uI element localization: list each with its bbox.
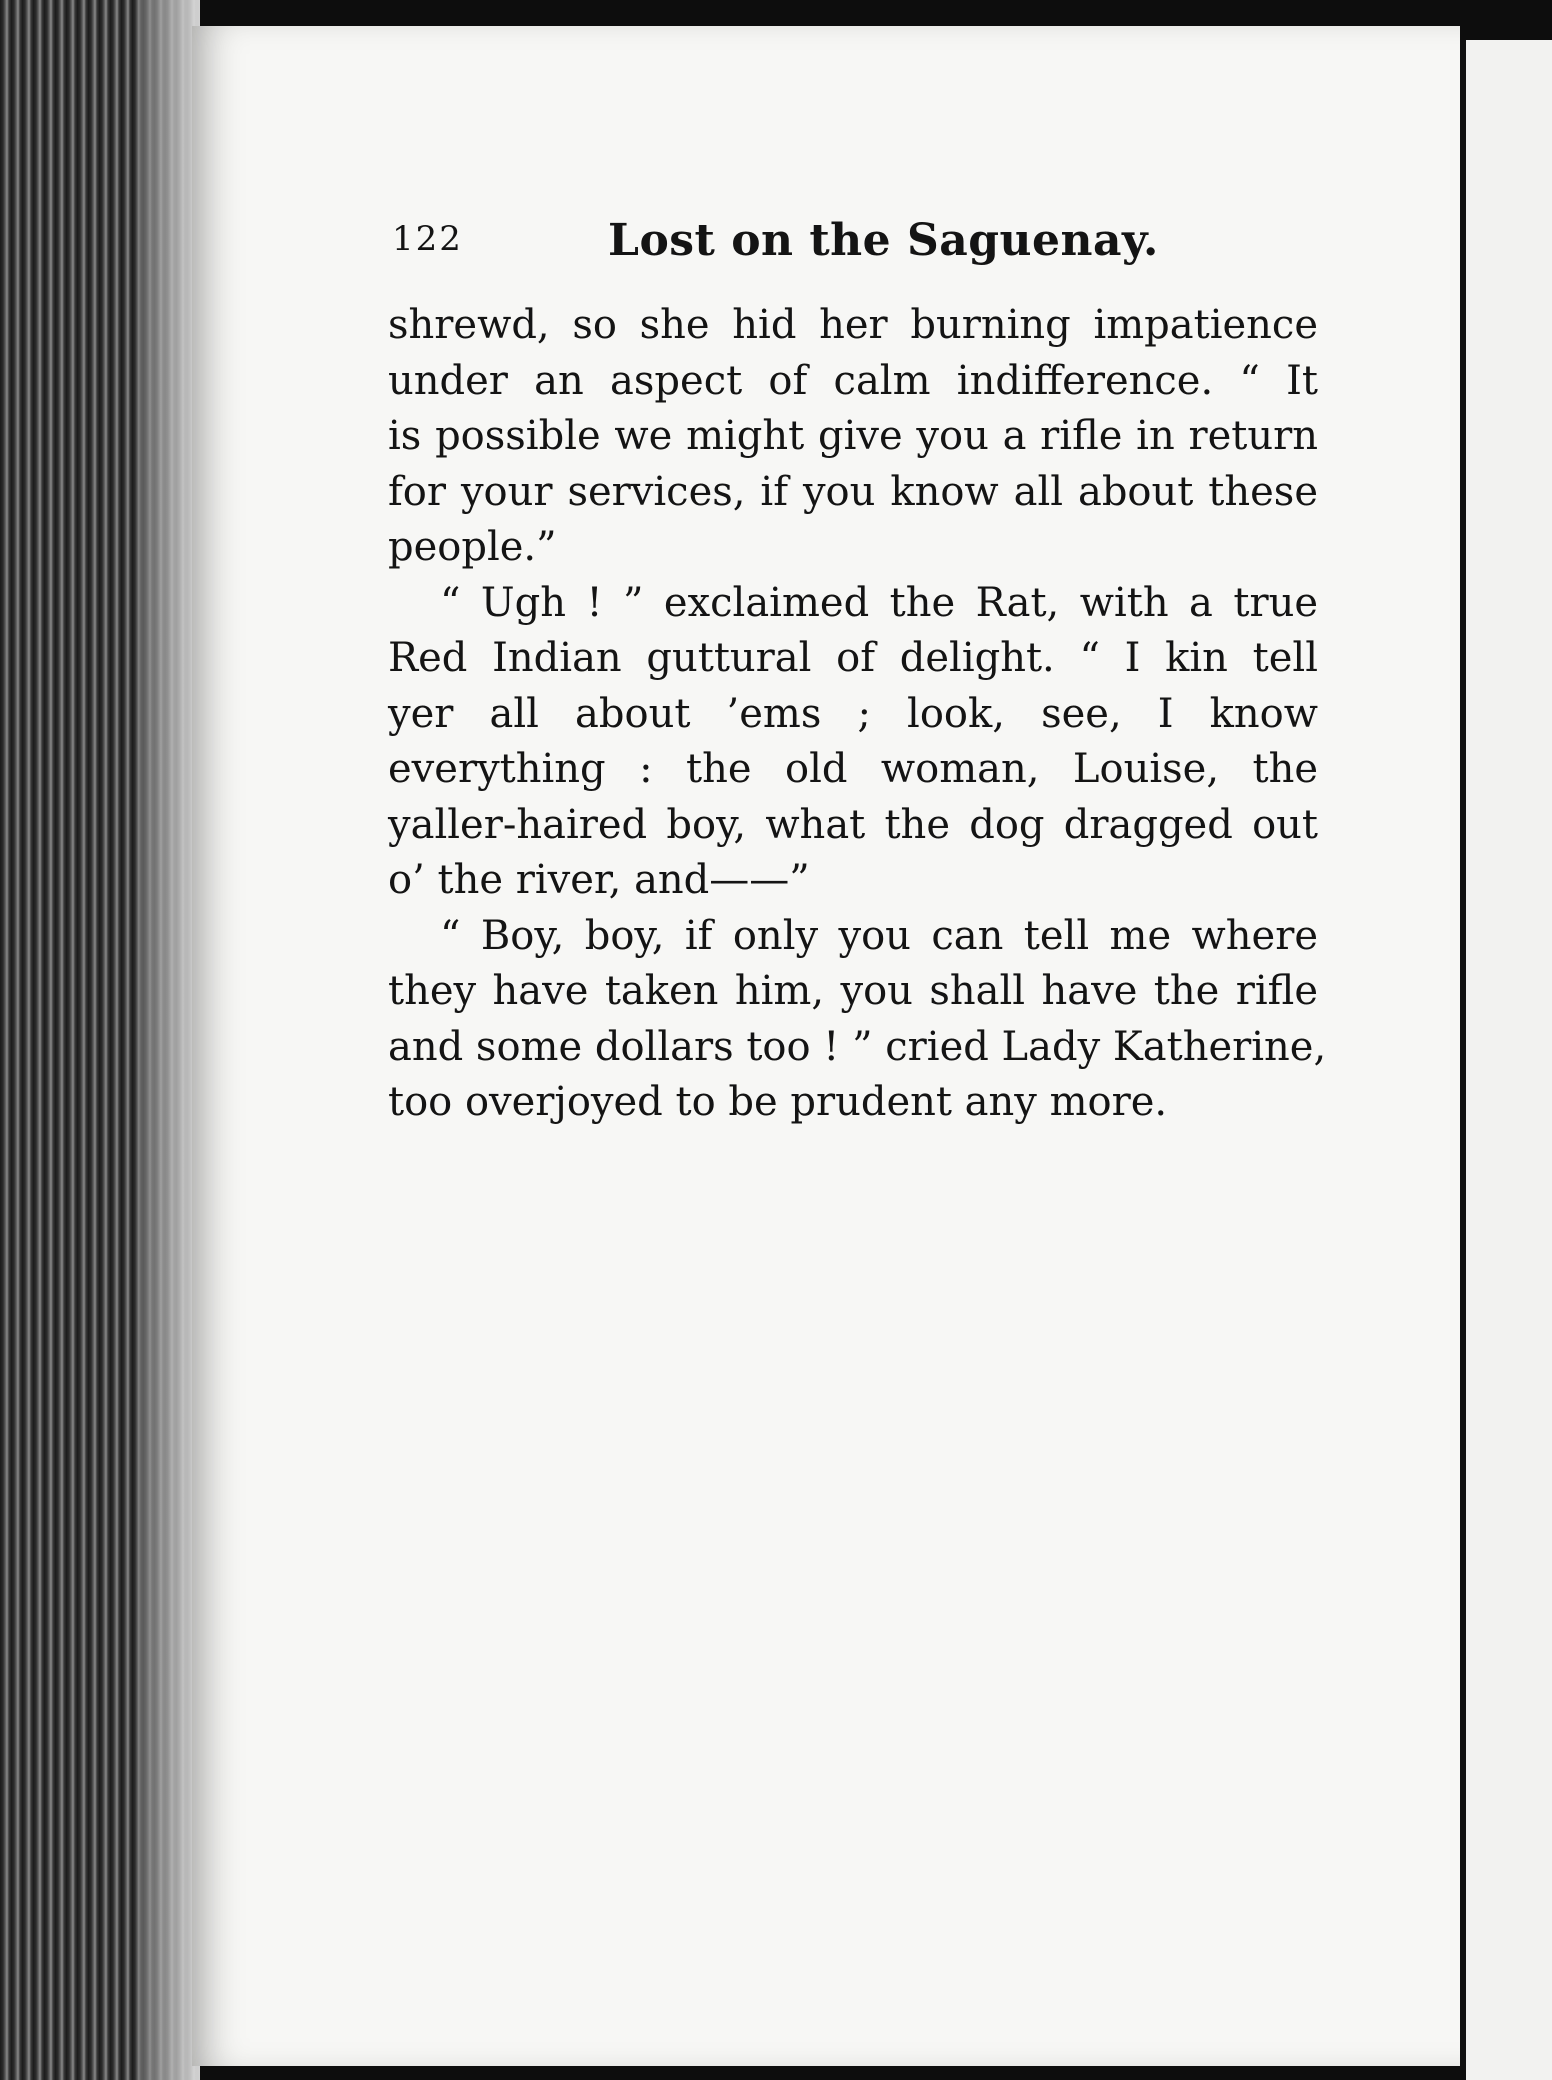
text-line: is possible we might give you a rifle in return bbox=[388, 413, 1318, 459]
text-line: people.” bbox=[388, 524, 557, 570]
running-title: Lost on the Saguenay. bbox=[608, 215, 1159, 266]
text-line: too overjoyed to be prudent any more. bbox=[388, 1079, 1168, 1125]
facing-page-edge bbox=[1466, 40, 1552, 2080]
text-line: yer all about ’ems ; look, see, I know bbox=[388, 690, 1318, 737]
text-line: shrewd, so she hid her burning impatience bbox=[388, 302, 1318, 348]
text-line: “ Boy, boy, if only you can tell me where bbox=[440, 912, 1318, 959]
page-number: 122 bbox=[392, 219, 463, 259]
page-edges bbox=[0, 0, 200, 2080]
page-header bbox=[388, 215, 1318, 275]
body-text bbox=[388, 298, 1327, 1131]
text-line: Red Indian guttural of delight. “ I kin tell bbox=[388, 635, 1318, 681]
text-line: and some dollars too ! ” cried Lady Katherine, bbox=[388, 1023, 1327, 1070]
paragraph bbox=[388, 909, 1327, 1131]
paragraph bbox=[388, 576, 1318, 909]
text-line: they have taken him, you shall have the rifle bbox=[388, 968, 1318, 1014]
text-line: under an aspect of calm indifference. “ It bbox=[388, 357, 1318, 404]
text-line: for your services, if you know all about these bbox=[388, 468, 1318, 515]
text-line: o’ the river, and——” bbox=[388, 857, 810, 903]
paragraph bbox=[388, 298, 1318, 576]
text-line: everything : the old woman, Louise, the bbox=[388, 746, 1318, 792]
scan-background bbox=[0, 0, 1552, 26]
text-line: yaller-haired boy, what the dog dragged out bbox=[388, 801, 1318, 848]
text-line: “ Ugh ! ” exclaimed the Rat, with a true bbox=[440, 579, 1318, 626]
